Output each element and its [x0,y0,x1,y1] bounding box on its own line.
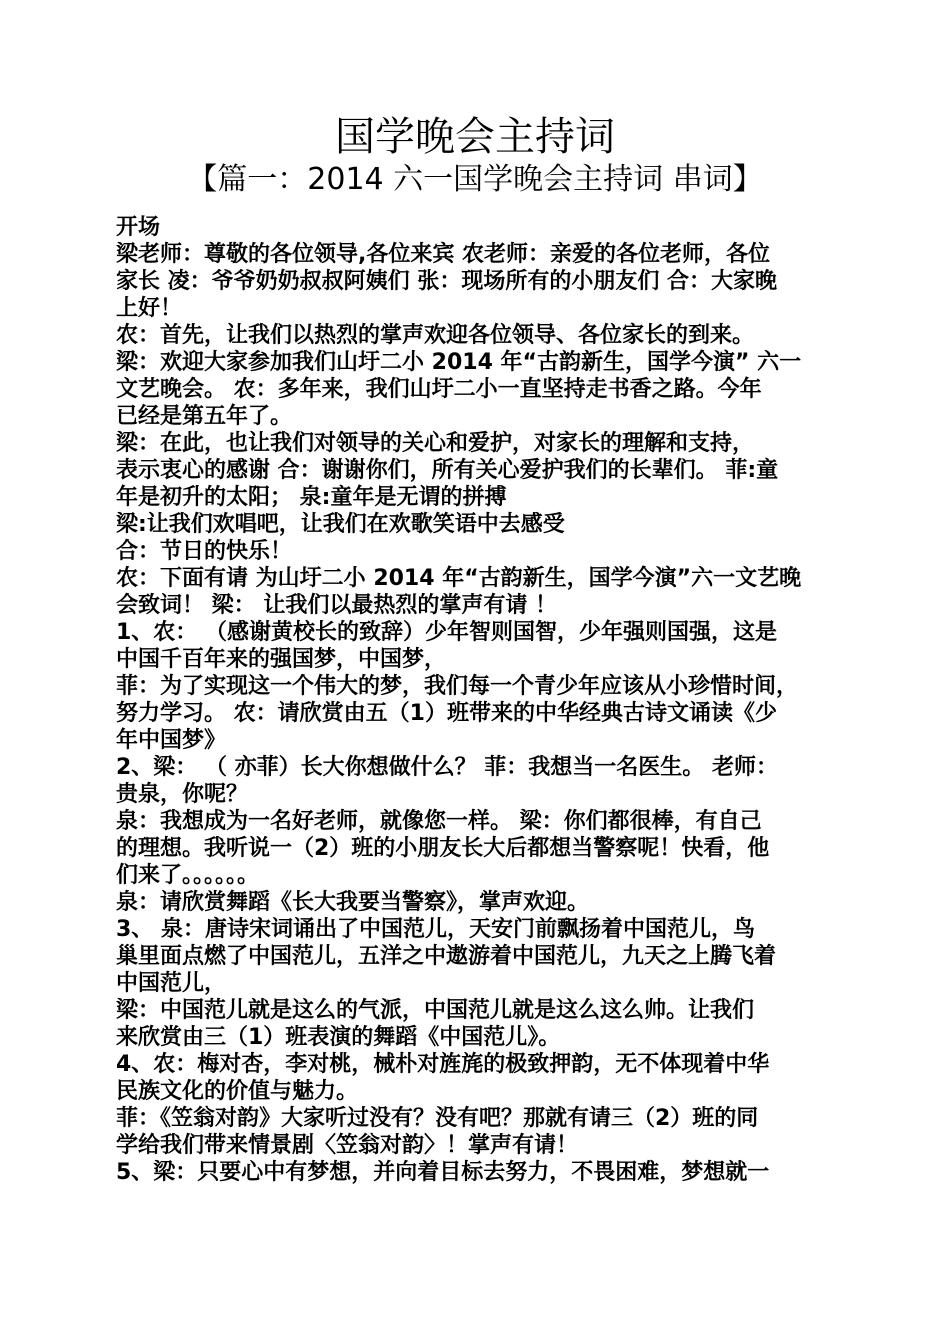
script-body [116,214,836,1186]
script-line: 梁：在此，也让我们对领导的关心和爱护，对家长的理解和支持， [116,431,755,456]
script-line: 农：下面有请 为山圩二小 2014 年“古韵新生，国学今演”六一文艺晚 [116,566,802,591]
document-subtitle: 【篇一：2014 六一国学晚会主持词 串词】 [187,162,763,197]
script-line: 菲：为了实现这一个伟大的梦，我们每一个青少年应该从小珍惜时间， [116,674,799,699]
script-line: 年中国梦》 [116,728,227,753]
script-line: 2、梁： （ 亦菲）长大你想做什么？ 菲：我想当一名医生。 老师： [116,755,778,780]
script-line: 表示衷心的感谢 合：谢谢你们，所有关心爱护我们的长辈们。 菲:童 [116,458,779,483]
script-line: 家长 凌：爷爷奶奶叔叔阿姨们 张：现场所有的小朋友们 合：大家晚 [116,269,777,294]
script-line: 年是初升的太阳； 泉:童年是无谓的拼搏 [116,485,507,510]
script-line: 4、农：梅对杏，李对桃，械朴对旌旄的极致押韵，无不体现着中华 [116,1052,770,1077]
script-line: 3、 泉：唐诗宋词诵出了中国范儿，天安门前飘扬着中国范儿，鸟 [116,917,755,942]
script-line: 梁:让我们欢唱吧，让我们在欢歌笑语中去感受 [116,512,565,537]
script-line: 梁：中国范儿就是这么的气派，中国范儿就是这么这么帅。让我们 [116,998,755,1023]
script-line: 贵泉，你呢？ [116,782,249,807]
script-line: 菲：《笠翁对韵》大家听过没有？没有吧？那就有请三（2）班的同 [116,1106,759,1131]
script-line: 泉：我想成为一名好老师，就像您一样。 梁：你们都很棒，有自己 [116,809,762,834]
script-line: 来欣赏由三（1）班表演的舞蹈《中国范儿》。 [116,1025,561,1050]
script-line: 泉：请欣赏舞蹈《长大我要当警察》，掌声欢迎。 [116,890,590,915]
script-line: 会致词！ 梁： 让我们以最热烈的掌声有请 ！ [116,593,557,618]
script-line: 梁：欢迎大家参加我们山圩二小 2014 年“古韵新生，国学今演” 六一 [116,350,802,375]
script-line: 民族文化的价值与魅力。 [116,1079,359,1104]
script-line: 文艺晚会。 农：多年来，我们山圩二小一直坚持走书香之路。今年 [116,377,762,402]
script-line: 中国千百年来的强国梦，中国梦， [116,647,447,672]
script-line: 农：首先，让我们以热烈的掌声欢迎各位领导、各位家长的到来。 [116,323,755,348]
script-line: 已经是第五年了。 [116,404,293,429]
script-line: 1、农： （感谢黄校长的致辞）少年智则国智，少年强则国强，这是 [116,620,777,645]
script-line: 努力学习。 农：请欣赏由五（1）班带来的中华经典古诗文诵读《少 [116,701,777,726]
script-line: 学给我们带来情景剧〈笠翁对韵〉！掌声有请！ [116,1133,579,1158]
script-line: 的理想。我听说一（2）班的小朋友长大后都想当警察呢！快看，他 [116,836,770,861]
script-line: 巢里面点燃了中国范儿，五洋之中遨游着中国范儿，九天之上腾飞着 [116,944,777,969]
script-line: 中国范儿， [116,971,227,996]
script-line: 5、梁：只要心中有梦想，并向着目标去努力，不畏困难，梦想就一 [116,1160,770,1185]
script-line: 们来了。。。。。。 [116,863,260,888]
document-title: 国学晚会主持词 [335,114,615,160]
script-line: 梁老师：尊敬的各位领导,各位来宾 农老师：亲爱的各位老师，各位 [116,242,771,267]
script-line: 上好！ [116,296,183,321]
script-line: 开场 [116,215,161,240]
script-line: 合：节日的快乐！ [116,539,293,564]
